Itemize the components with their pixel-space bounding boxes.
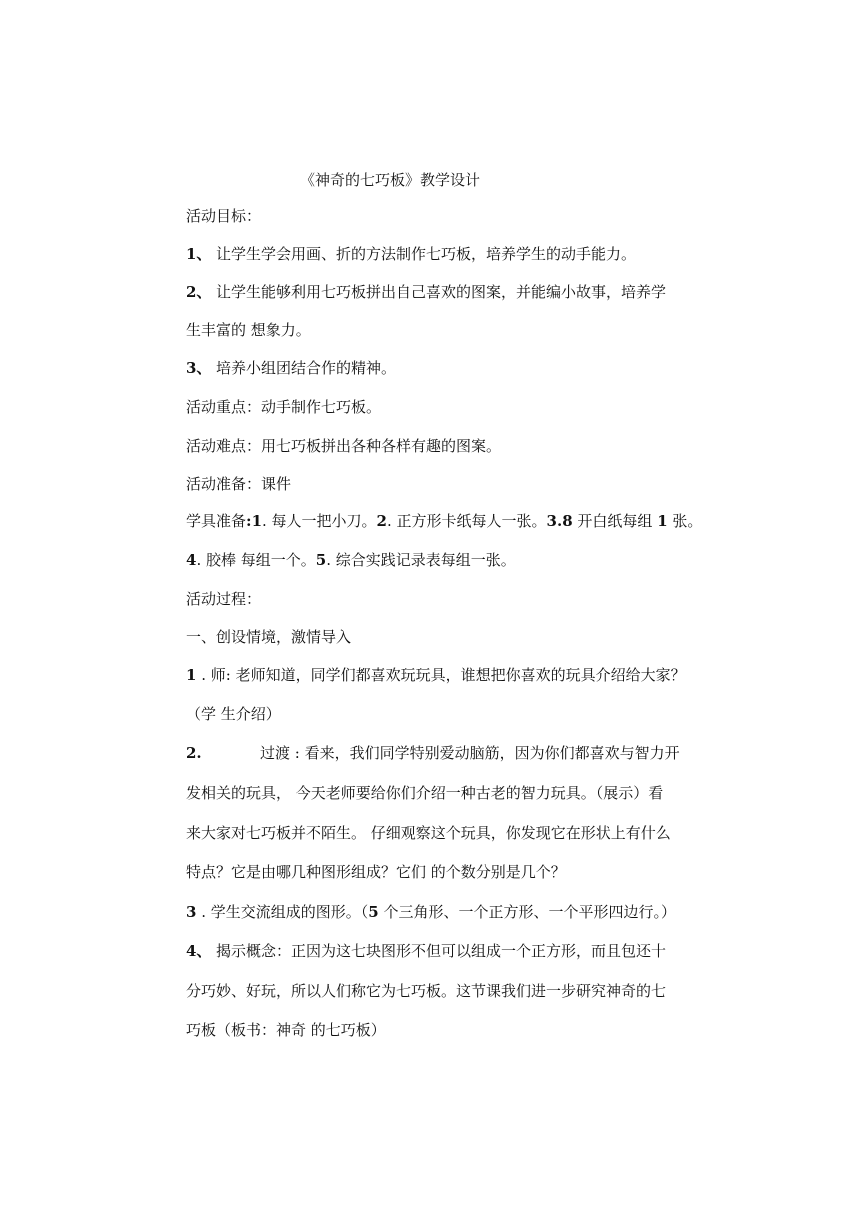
tools-number: 5	[315, 551, 327, 569]
process-heading: 活动过程：	[186, 590, 262, 608]
step-number: 3	[186, 903, 197, 921]
goal-text: 让学生学会用画、折的方法制作七巧板，培养学生的动手能力。	[216, 245, 637, 263]
goal-item-2-continuation: 生丰富的 想象力。	[186, 321, 311, 339]
preparation: 活动准备：课件	[186, 475, 292, 493]
goal-item-1	[186, 244, 636, 264]
tools-number: 4	[186, 551, 197, 569]
tools-label: 学具准备	[186, 512, 247, 530]
tools-number: 2	[376, 512, 387, 530]
step-text: 个三角形、一个正方形、一个平形四边行。）	[378, 903, 676, 921]
goal-text: 培养小组团结合作的精神。	[216, 359, 397, 377]
step-count: 5	[368, 903, 379, 921]
tools-colon: :	[246, 512, 252, 530]
step-text: 揭示概念：正因为这七块图形不但可以组成一个正方形，而且包还十	[216, 942, 667, 960]
tools-text: . 胶棒 每组一个。	[196, 551, 316, 569]
step-text: . 师: 老师知道，同学们都喜欢玩玩具，谁想把你喜欢的玩具介绍给大家？	[196, 666, 686, 684]
tools-number: 1	[657, 512, 668, 530]
goal-number: 2、	[186, 283, 212, 301]
step-2-line-3: 来大家对七巧板并不陌生。 仔细观察这个玩具，你发现它在形状上有什么	[186, 824, 671, 842]
section-heading-1: 一、创设情境，激情导入	[186, 628, 352, 646]
step-number: 4、	[186, 942, 212, 960]
step-2-line-4: 特点？它是由哪几种图形组成？它们 的个数分别是几个？	[186, 863, 566, 881]
tools-text: 张。	[667, 512, 703, 530]
tools-number: 1	[251, 512, 262, 530]
goal-number: 3、	[186, 359, 212, 377]
step-2-line-1	[186, 743, 680, 763]
step-1-continuation: （学 生介绍）	[186, 705, 281, 723]
difficulty: 活动难点：用七巧板拼出各种各样有趣的图案。	[186, 437, 502, 455]
goal-number: 1、	[186, 245, 212, 263]
tools-number: 3.8	[546, 512, 573, 530]
goal-item-3	[186, 358, 396, 378]
tools-line-1	[186, 511, 702, 531]
step-4-line-2: 分巧妙、好玩，所以人们称它为七巧板。这节课我们进一步研究神奇的七	[186, 982, 667, 1000]
tools-text: . 正方形卡纸每人一张。	[386, 512, 547, 530]
goals-heading: 活动目标：	[186, 207, 262, 225]
tools-text: 开白纸每组	[572, 512, 658, 530]
goal-item-2	[186, 282, 666, 302]
step-text: . 学生交流组成的图形。（	[196, 903, 369, 921]
step-text: 过渡 : 看来，我们同学特别爱动脑筋，因为你们都喜欢与智力开	[260, 744, 680, 762]
tools-text: . 每人一把小刀。	[262, 512, 377, 530]
step-number: 2.	[186, 744, 202, 762]
tools-text: . 综合实践记录表每组一张。	[326, 551, 516, 569]
goal-text: 让学生能够利用七巧板拼出自己喜欢的图案，并能编小故事，培养学	[216, 283, 667, 301]
step-1	[186, 665, 686, 685]
step-4-line-1	[186, 941, 666, 961]
document-title: 《神奇的七巧板》教学设计	[300, 171, 481, 189]
tools-line-2	[186, 550, 516, 570]
step-number: 1	[186, 666, 197, 684]
key-point: 活动重点：动手制作七巧板。	[186, 398, 382, 416]
step-4-line-3: 巧板（板书：神奇 的七巧板）	[186, 1021, 386, 1039]
step-2-line-2: 发相关的玩具， 今天老师要给你们介绍一种古老的智力玩具。（展示）看	[186, 784, 664, 802]
step-3	[186, 902, 676, 922]
